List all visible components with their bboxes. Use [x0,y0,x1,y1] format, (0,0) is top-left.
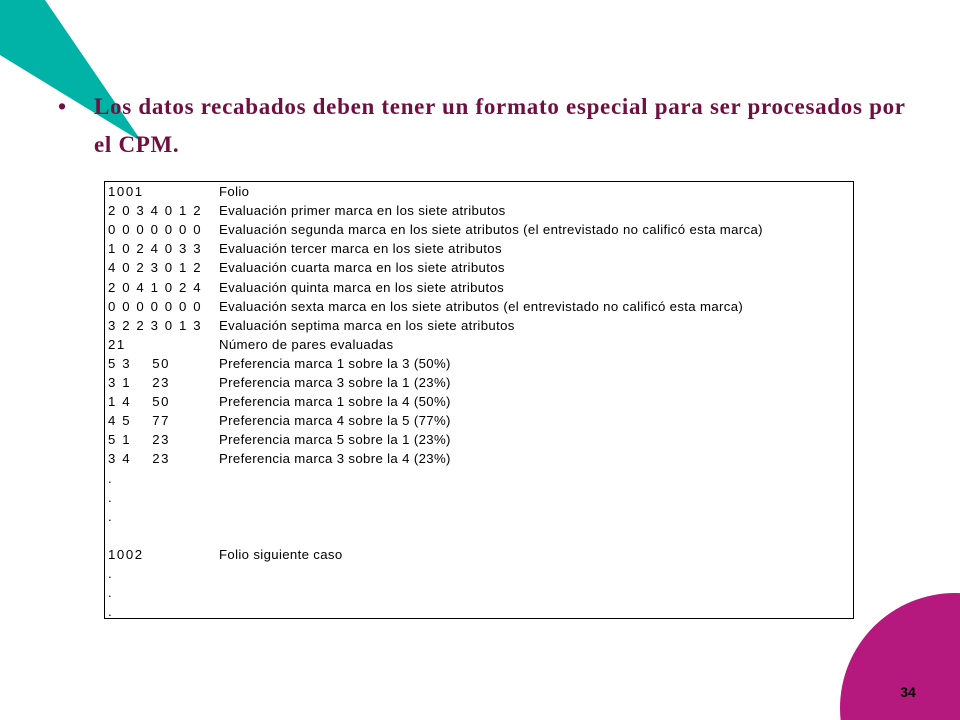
row-code: 3 1 23 [108,375,171,390]
bullet-text: Los datos recabados deben tener un formato especial para ser procesados por el CPM. [94,94,906,157]
row-code: 21 [108,337,126,352]
row-description: Preferencia marca 1 sobre la 4 (50%) [219,394,451,409]
row-code: . [108,585,114,600]
row-description: Número de pares evaluadas [219,337,394,352]
row-code: . [108,509,114,524]
row-description: Preferencia marca 4 sobre la 5 (77%) [219,413,451,428]
row-code: 1001 [108,184,144,199]
row-description: Folio siguiente caso [219,547,343,562]
page-number: 34 [900,684,916,700]
row-description: Evaluación quinta marca en los siete atributos [219,280,505,295]
row-code: . [108,566,114,581]
row-code: 2 0 4 1 0 2 4 [108,280,203,295]
row-description: Preferencia marca 1 sobre la 3 (50%) [219,356,451,371]
row-code: 4 0 2 3 0 1 2 [108,260,203,275]
row-description: Evaluación septima marca en los siete atributos [219,318,515,333]
row-code: 0 0 0 0 0 0 0 [108,299,203,314]
row-description: Evaluación cuarta marca en los siete atributos [219,260,505,275]
row-description: Evaluación tercer marca en los siete atributos [219,241,502,256]
row-code: 5 3 50 [108,356,171,371]
row-code: . [108,490,114,505]
row-code: . [108,471,114,486]
row-code: 3 4 23 [108,451,171,466]
row-description: Evaluación sexta marca en los siete atributos (el entrevistado no calificó esta marca) [219,299,744,314]
row-code: 0 0 0 0 0 0 0 [108,222,203,237]
row-code: 1 0 2 4 0 3 3 [108,241,203,256]
row-description: Preferencia marca 3 sobre la 4 (23%) [219,451,451,466]
data-format-box [104,181,854,619]
row-code: 5 1 23 [108,432,171,447]
row-code: 1 4 50 [108,394,171,409]
row-code: . [108,604,114,619]
row-description: Evaluación primer marca en los siete atributos [219,203,506,218]
bullet-paragraph [58,88,918,164]
row-code: 3 2 2 3 0 1 3 [108,318,203,333]
row-description: Evaluación segunda marca en los siete atributos (el entrevistado no calificó esta marca) [219,222,763,237]
row-description: Preferencia marca 5 sobre la 1 (23%) [219,432,451,447]
row-code: 4 5 77 [108,413,171,428]
row-code: 1002 [108,547,144,562]
bullet-dot: • [58,94,67,119]
row-description: Preferencia marca 3 sobre la 1 (23%) [219,375,451,390]
row-code: 2 0 3 4 0 1 2 [108,203,203,218]
row-description: Folio [219,184,250,199]
